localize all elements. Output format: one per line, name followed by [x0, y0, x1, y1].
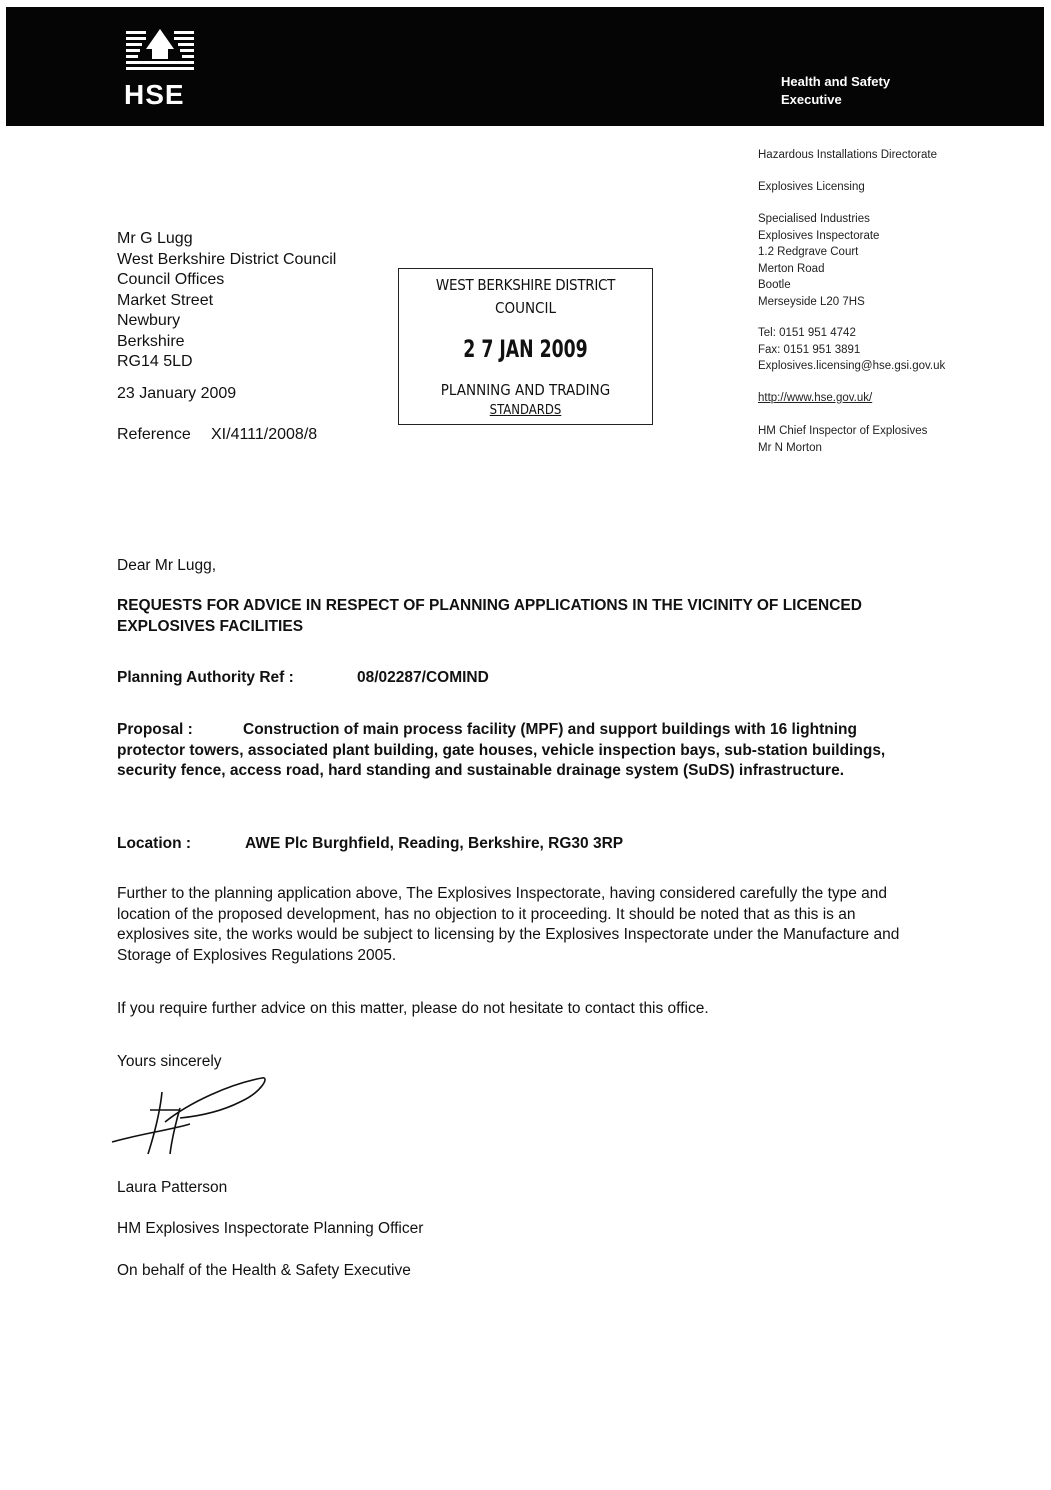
stamp-council-line2: COUNCIL — [495, 299, 556, 317]
stamp-council-line1: WEST BERKSHIRE DISTRICT — [435, 276, 616, 294]
planning-ref-label: Planning Authority Ref : — [117, 669, 294, 686]
paragraph-1: Further to the planning application above, The Explosives Inspectorate, having considered carefully the type and location of the proposed development, has no objection to it proceeding. It should be noted that as this is an explosives site, the works would be subject to licensing by the Explosives Inspectorate under the Manufacture and Storage of Explosives Regulations 2005. — [117, 885, 900, 964]
hse-logo-text: HSE — [124, 79, 185, 110]
sender-address-line: Specialised Industries — [758, 213, 870, 225]
letter-date: 23 January 2009 — [117, 385, 237, 402]
fax: Fax: 0151 951 3891 — [758, 343, 861, 356]
closing: Yours sincerely — [117, 1053, 222, 1070]
chief-inspector-title: HM Chief Inspector of Explosives — [758, 425, 928, 437]
planning-ref — [117, 668, 489, 689]
proposal-label: Proposal : — [117, 721, 193, 738]
recipient-line: Mr G Lugg — [117, 230, 193, 247]
signatory-title: HM Explosives Inspectorate Planning Officer — [117, 1220, 424, 1237]
salutation: Dear Mr Lugg, — [117, 557, 217, 574]
unit-name: Explosives Licensing — [758, 181, 865, 193]
contact-block — [758, 325, 945, 375]
sender-address-line: Merseyside L20 7HS — [758, 295, 865, 308]
stamp-department-line2: STANDARDS — [489, 403, 562, 418]
on-behalf-line: On behalf of the Health & Safety Executive — [117, 1262, 411, 1279]
signature-icon — [110, 1072, 270, 1162]
sender-address — [758, 211, 879, 310]
signatory-name: Laura Patterson — [117, 1179, 228, 1196]
stamp-department: PLANNING AND TRADING — [440, 381, 611, 399]
sender-address-line: Merton Road — [758, 262, 825, 275]
received-stamp — [398, 268, 653, 425]
planning-ref-value: 08/02287/COMIND — [357, 669, 489, 686]
sender-address-line: 1.2 Redgrave Court — [758, 246, 859, 258]
recipient-line: West Berkshire District Council — [117, 250, 337, 268]
directorate-name: Hazardous Installations Directorate — [758, 149, 937, 161]
recipient-line: Council Offices — [117, 271, 225, 288]
stamp-date: 2 7 JAN 2009 — [463, 335, 588, 363]
organisation-name-line2: Executive — [781, 92, 842, 107]
recipient-line: Berkshire — [117, 332, 185, 350]
paragraph-2: If you require further advice on this matter, please do not hesitate to contact this office. — [117, 1000, 709, 1017]
header-banner — [6, 7, 1044, 126]
sender-address-line: Bootle — [758, 279, 791, 291]
reference-value: XI/4111/2008/8 — [211, 426, 318, 443]
location — [117, 834, 623, 855]
chief-inspector-name: Mr N Morton — [758, 441, 822, 454]
sender-address-line: Explosives Inspectorate — [758, 229, 880, 242]
proposal — [117, 720, 917, 782]
email-link[interactable]: Explosives.licensing@hse.gsi.gov.uk — [758, 360, 946, 372]
subject-line: REQUESTS FOR ADVICE IN RESPECT OF PLANNING APPLICATIONS IN THE VICINITY OF LICENCED EXPLOSIVES FACILITIES — [117, 597, 862, 635]
recipient-line: Market Street — [117, 291, 214, 309]
reference-label: Reference — [117, 426, 191, 443]
reference — [117, 426, 317, 444]
recipient-line: Newbury — [117, 312, 181, 329]
location-label: Location : — [117, 835, 192, 852]
telephone: Tel: 0151 951 4742 — [758, 327, 856, 339]
recipient-line: RG14 5LD — [117, 353, 193, 370]
organisation-name-line1: Health and Safety — [781, 74, 891, 89]
proposal-text: Construction of main process facility (MPF) and support buildings with 16 lightning protector towers, associated plant building, gate houses, vehicle inspection bays, sub-station buildings, security fence, access road, hard standing and sustainable drainage system (SuDS) infrastructure. — [117, 721, 886, 779]
recipient-address — [117, 229, 336, 373]
location-value: AWE Plc Burghfield, Reading, Berkshire, RG30 3RP — [245, 835, 624, 852]
website-link[interactable]: http://www.hse.gov.uk/ — [758, 392, 873, 404]
organisation-name — [781, 73, 890, 109]
chief-inspector — [758, 423, 927, 456]
